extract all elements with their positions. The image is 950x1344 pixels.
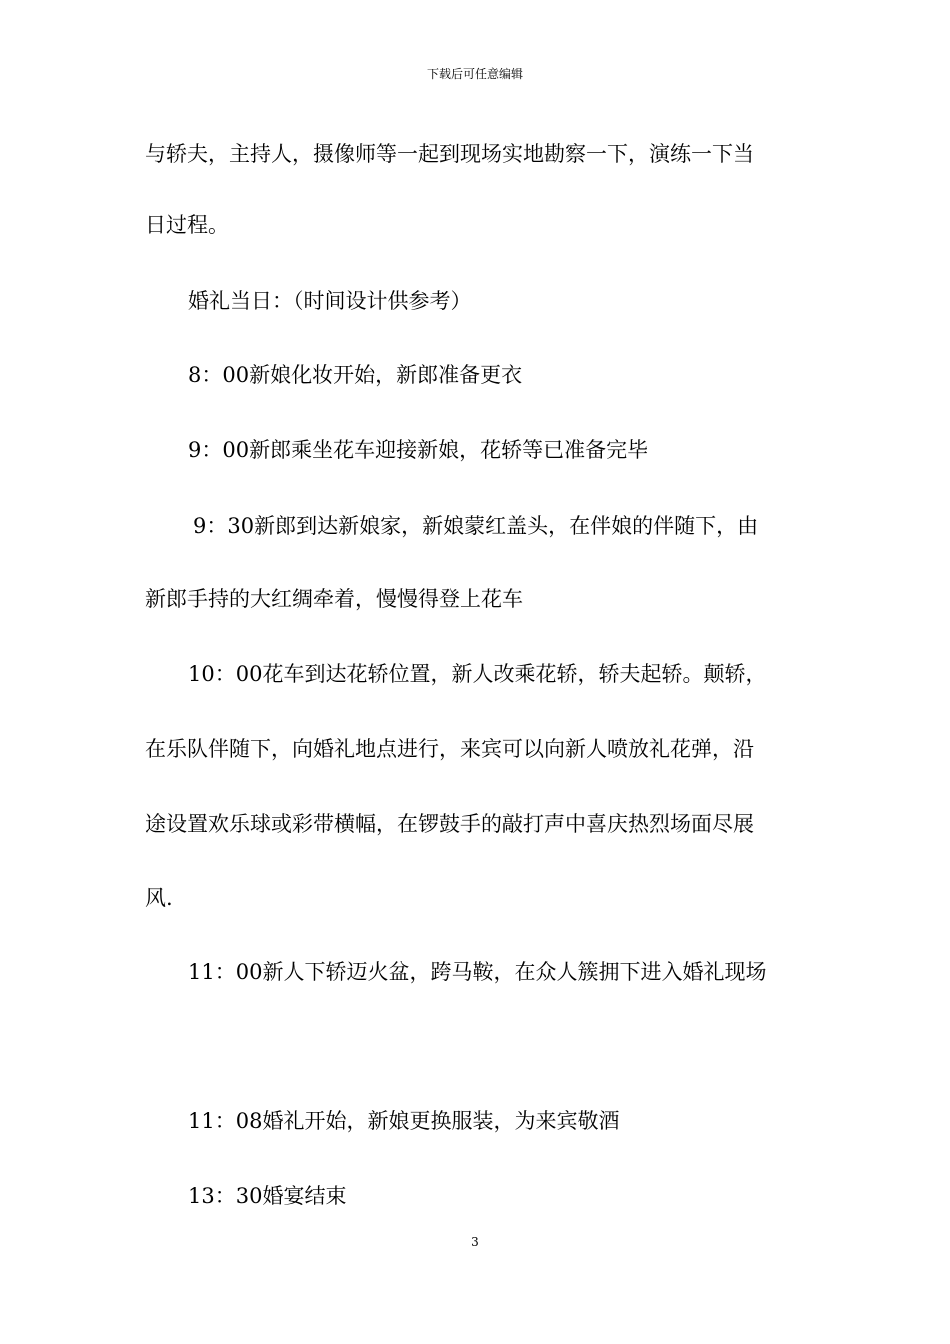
paragraph-line: 10：00花车到达花轿位置，新人改乘花轿，轿夫起轿。颠轿， xyxy=(188,662,767,686)
paragraph-line: 婚礼当日：（时间设计供参考） xyxy=(188,289,472,313)
paragraph-line: 11：00新人下轿迈火盆，跨马鞍，在众人簇拥下进入婚礼现场 xyxy=(188,960,767,984)
paragraph-line: 13：30婚宴结束 xyxy=(188,1184,347,1208)
paragraph-line: 与轿夫，主持人，摄像师等一起到现场实地勘察一下，演练一下当 xyxy=(145,142,754,166)
paragraph-line: 8：00新娘化妆开始，新郎准备更衣 xyxy=(188,363,523,387)
paragraph-line: 11：08婚礼开始，新娘更换服装，为来宾敬酒 xyxy=(188,1109,620,1133)
paragraph-line: 9：30新郎到达新娘家，新娘蒙红盖头，在伴娘的伴随下，由 xyxy=(193,514,759,538)
page-number: 3 xyxy=(471,1235,479,1249)
paragraph-line: 日过程。 xyxy=(145,213,229,237)
paragraph-line: 在乐队伴随下，向婚礼地点进行，来宾可以向新人喷放礼花弹，沿 xyxy=(145,737,754,761)
page-header: 下载后可任意编辑 xyxy=(426,67,523,81)
paragraph-line: 9：00新郎乘坐花车迎接新娘，花轿等已准备完毕 xyxy=(188,438,649,462)
paragraph-line: 新郎手持的大红绸牵着，慢慢得登上花车 xyxy=(145,587,523,611)
paragraph-line: 风. xyxy=(145,886,173,910)
paragraph-line: 途设置欢乐球或彩带横幅，在锣鼓手的敲打声中喜庆热烈场面尽展 xyxy=(145,812,754,836)
